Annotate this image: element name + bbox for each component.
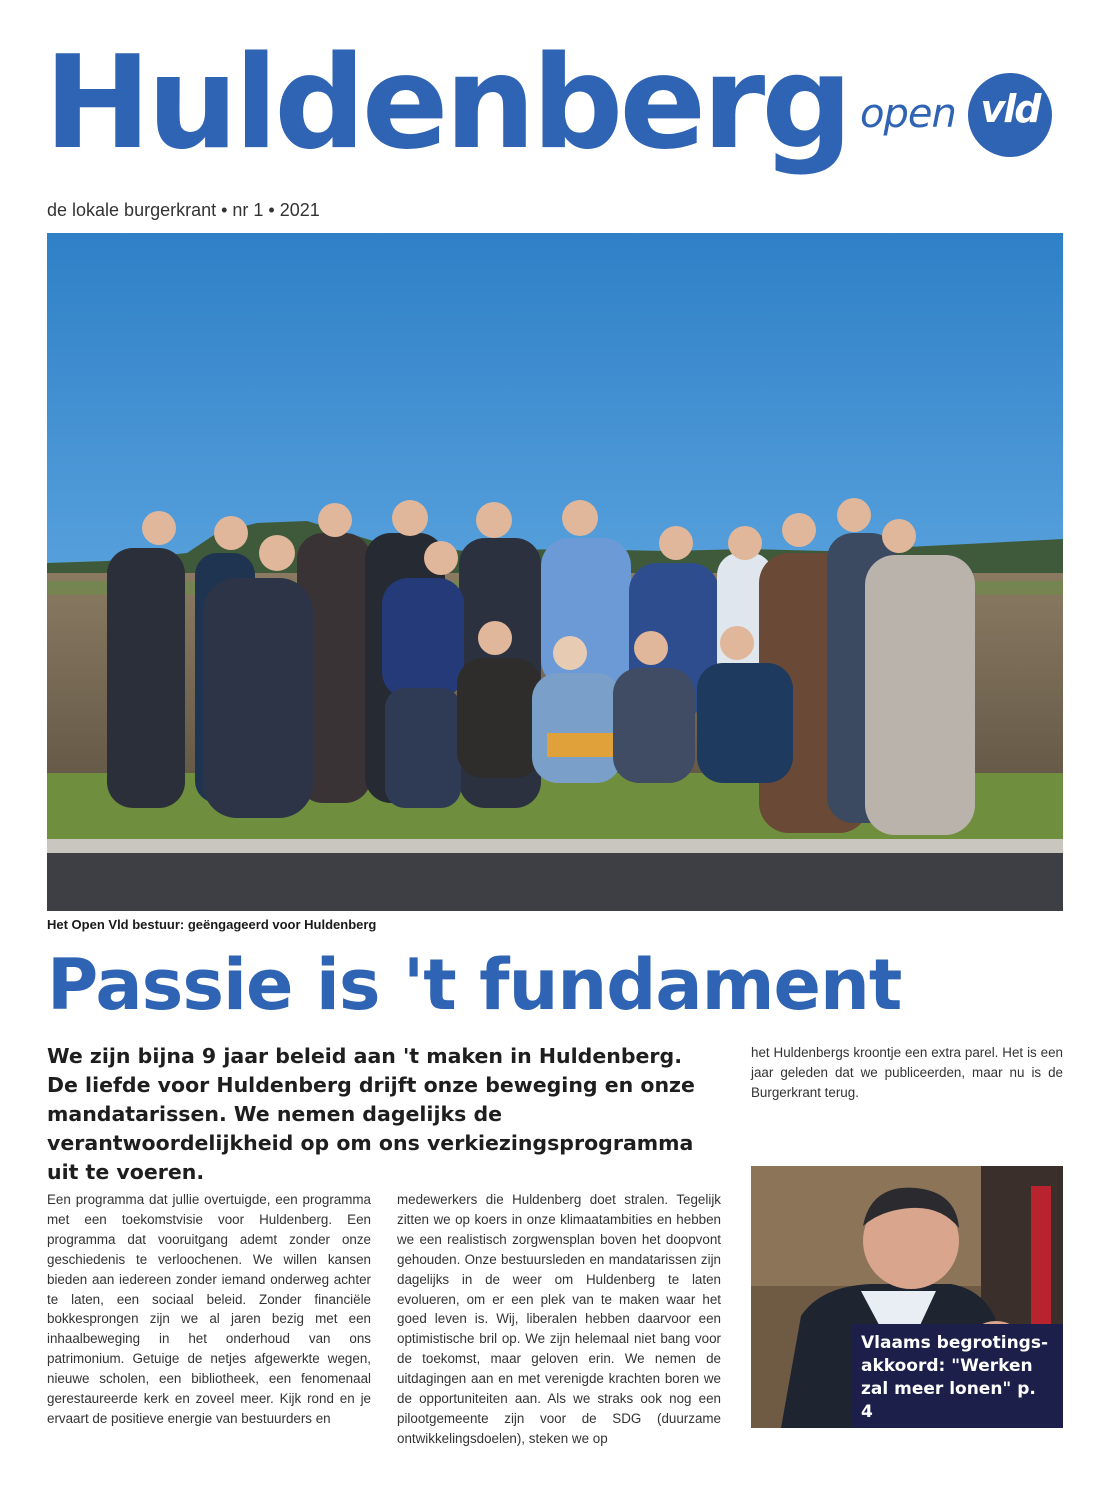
- article-headline: Passie is 't fundament: [47, 944, 902, 1026]
- intro-line-2: De liefde voor Huldenberg drijft onze beweging en onze mandatarissen. We nemen dagelijks de verantwoordelijkheid op om ons verkiezingsprogramma uit te voeren.: [47, 1073, 695, 1184]
- article-intro: [47, 1042, 727, 1187]
- column-2-text: medewerkers die Huldenberg doet stralen. Tegelijk zitten we op koers in onze klimaatambities en hebben we een realistisch zorgwensplan boven het doopvont gehouden. Onze bestuursleden en mandatarissen zijn dagelijks in de weer om Huldenberg te laten evolueren, om er een plek van te maken waar het goed leven is. Wij, liberalen hebben daarvoor een optimistische bril op. We zijn helemaal niet bang voor de toekomst, maar geloven erin. We nemen de uitdagingen aan en met verenigde krachten boren we de opportuniteiten aan. Als we straks ook nog een pilootgemeente zijn voor de SDG (duurzame ontwikkelingsdoelen), steken we op: [397, 1192, 721, 1446]
- article-column-3: [751, 1043, 1063, 1103]
- teaser-label[interactable]: Vlaams begrotings-akkoord: "Werken zal meer lonen" p. 4: [851, 1324, 1063, 1428]
- column-3-text: het Huldenbergs kroontje een extra parel. Het is een jaar geleden dat we publiceerden, maar nu is de Burgerkrant terug.: [751, 1045, 1063, 1100]
- photo-caption: Het Open Vld bestuur: geëngageerd voor Huldenberg: [47, 917, 377, 932]
- masthead-title: Huldenberg: [44, 29, 849, 178]
- group-photo-illustration: [47, 233, 1063, 911]
- group-photo: [47, 233, 1063, 911]
- teaser-card[interactable]: [751, 1166, 1063, 1428]
- masthead-tagline: de lokale burgerkrant • nr 1 • 2021: [47, 200, 320, 220]
- logo-disc: [968, 73, 1052, 157]
- logo-word: open: [860, 91, 956, 137]
- intro-line-1: We zijn bijna 9 jaar beleid aan 't maken in Huldenberg.: [47, 1044, 682, 1068]
- article-column-2: [397, 1190, 721, 1449]
- article-column-1: [47, 1190, 371, 1429]
- column-1-text: Een programma dat jullie overtuigde, een programma met een toekomstvisie voor Huldenberg. Een programma dat vooruitgang ademt zonder onze geschiedenis te verloochenen. We willen kansen bieden aan iedereen zonder iemand onderweg achter te laten, een sociaal beleid. Zonder financiële bokkesprongen zijn we al jaren bezig met een inhaalbeweging in het onderhoud van ons patrimonium. Getuige de netjes afgewerkte wegen, nieuwe scholen, een bibliotheek, een fenomenaal gerestaureerde kerk en zoveel meer. Kijk rond en je ervaart de positieve energie van bestuurders en: [47, 1192, 371, 1426]
- logo-mark: vld: [980, 87, 1040, 131]
- open-vld-logo: [858, 73, 1058, 157]
